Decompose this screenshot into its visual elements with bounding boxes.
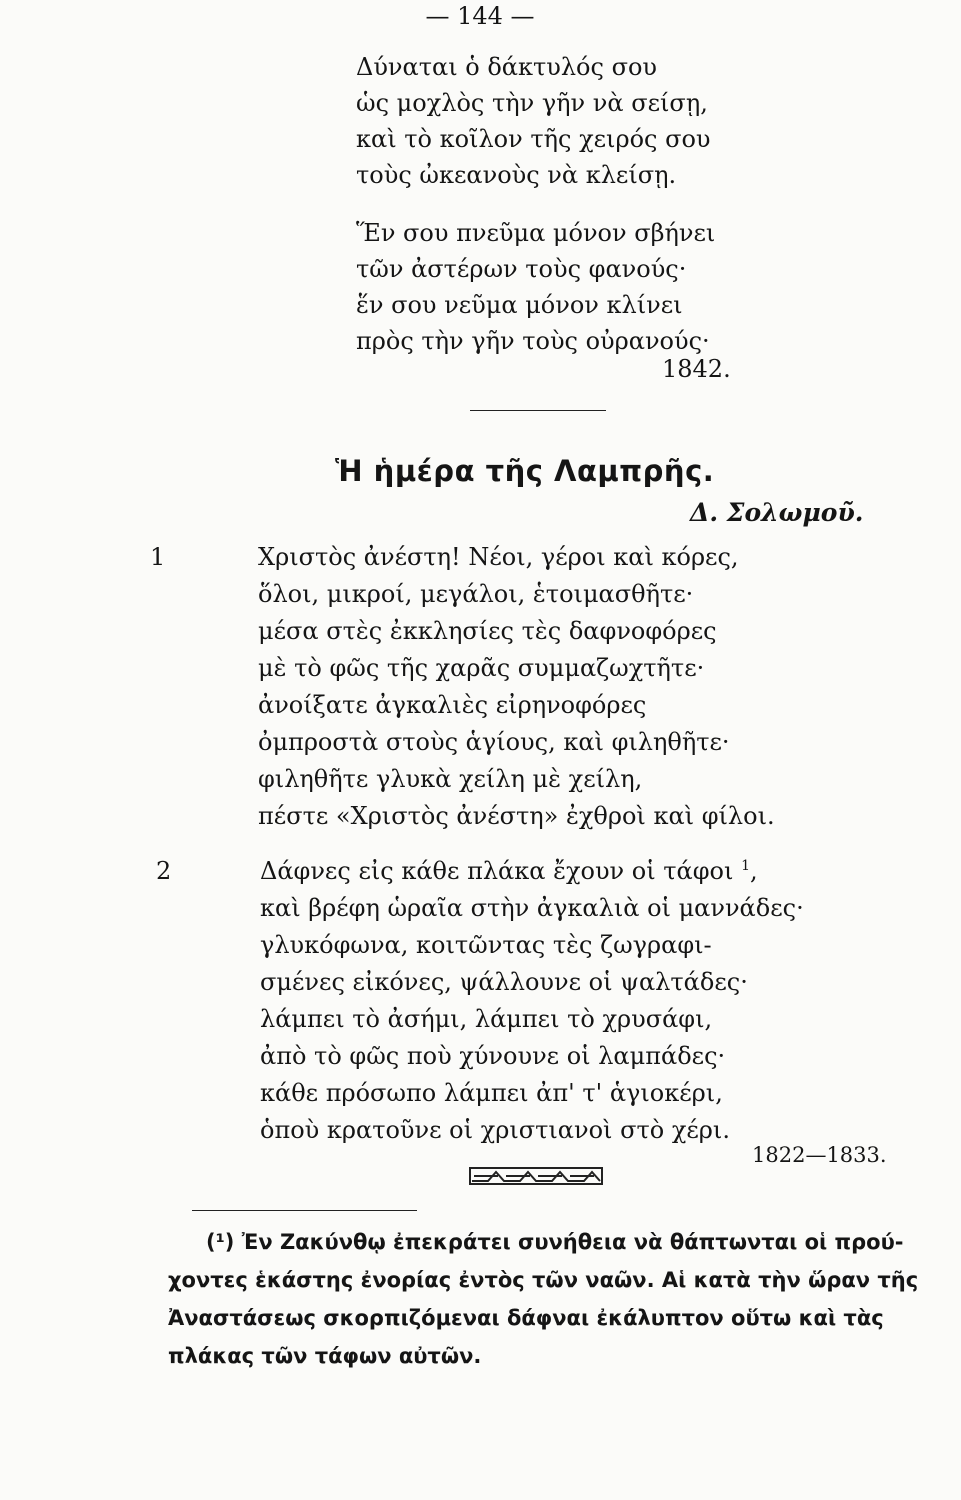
verse-line: ἕν σου νεῦμα μόνον κλίνει: [356, 291, 683, 319]
verse-line: ὅλοι, μικροί, μεγάλοι, ἑτοιμασθῆτε·: [258, 580, 694, 608]
footnote-line: πλάκας τῶν τάφων αὐτῶν.: [168, 1344, 482, 1368]
footnote-mark: (¹): [206, 1230, 235, 1254]
section-divider: [470, 410, 606, 411]
verse-line: μέσα στὲς ἐκκλησίες τὲς δαφνοφόρες: [258, 617, 717, 645]
footnote-line: χοντες ἑκάστης ἐνορίας ἐντὸς τῶν ναῶν. Αἱ κατὰ τὴν ὥραν τῆς: [168, 1268, 919, 1292]
footnote-line: [206, 1228, 903, 1256]
verse-line: μὲ τὸ φῶς τῆς χαρᾶς συμμαζωχτῆτε·: [258, 654, 705, 682]
verse-line: ἀπὸ τὸ φῶς ποὺ χύνουνε οἱ λαμπάδες·: [260, 1042, 726, 1070]
poem2-year: 1822—1833.: [752, 1143, 887, 1167]
verse-line: λάμπει τὸ ἀσήμι, λάμπει τὸ χρυσάφι,: [260, 1005, 713, 1033]
verse-line: τῶν ἀστέρων τοὺς φανούς·: [356, 255, 687, 283]
page-number: — 144 —: [425, 2, 535, 30]
verse-line: [260, 856, 758, 886]
poem2-author: Δ. Σολωμοῦ.: [690, 498, 864, 527]
verse-line: ἀνοίξατε ἀγκαλιὲς εἰρηνοφόρες: [258, 691, 647, 719]
verse-line: ὡς μοχλὸς τὴν γῆν νὰ σείσῃ,: [356, 89, 708, 117]
verse-line: ὀμπροστὰ στοὺς ἁγίους, καὶ φιληθῆτε·: [258, 728, 730, 756]
verse-line: καὶ βρέφη ὡραῖα στὴν ἀγκαλιὰ οἱ μαννάδες·: [260, 894, 804, 922]
footnote-text: Ἐν Ζακύνθῳ ἐπεκράτει συνήθεια νὰ θάπτωνται οἱ πρού-: [241, 1230, 904, 1254]
verse-line: Χριστὸς ἀνέστη! Νέοι, γέροι καὶ κόρες,: [258, 543, 739, 571]
verse-line: τοὺς ὠκεανοὺς νὰ κλείσῃ.: [356, 161, 677, 189]
poem2-title: Ἡ ἡμέρα τῆς Λαμπρῆς.: [335, 454, 715, 488]
verse-line: πρὸς τὴν γῆν τοὺς οὐρανούς·: [356, 327, 710, 355]
verse-line: σμένες εἰκόνες, ψάλλουνε οἱ ψαλτάδες·: [260, 968, 748, 996]
stanza-number: 2: [156, 857, 172, 885]
verse-line: Ἕν σου πνεῦμα μόνον σβήνει: [356, 219, 716, 247]
verse-punctuation: ,: [749, 857, 758, 885]
footnote-line: Ἀναστάσεως σκορπιζόμεναι δάφναι ἐκάλυπτον οὕτω καὶ τὰς: [168, 1306, 884, 1330]
verse-line: πέστε «Χριστὸς ἀνέστη» ἐχθροὶ καὶ φίλοι.: [258, 802, 775, 830]
verse-text: Δάφνες εἰς κάθε πλάκα ἔχουν οἱ τάφοι: [260, 857, 734, 885]
footnote-reference: 1: [741, 858, 750, 874]
verse-line: κάθε πρόσωπο λάμπει ἀπ' τ' ἁγιοκέρι,: [260, 1079, 723, 1107]
verse-line: καὶ τὸ κοῖλον τῆς χειρός σου: [356, 125, 711, 153]
footnote-divider: [192, 1210, 417, 1211]
verse-line: γλυκόφωνα, κοιτῶντας τὲς ζωγραφι-: [260, 931, 712, 959]
verse-line: φιληθῆτε γλυκὰ χείλη μὲ χείλη,: [258, 765, 643, 793]
poem1-year: 1842.: [662, 355, 731, 383]
verse-line: Δύναται ὁ δάκτυλός σου: [356, 53, 657, 81]
stanza-number: 1: [150, 543, 166, 571]
verse-line: ὁποὺ κρατοῦνε οἱ χριστιανοὶ στὸ χέρι.: [260, 1116, 730, 1144]
ornament-divider: [468, 1166, 604, 1186]
